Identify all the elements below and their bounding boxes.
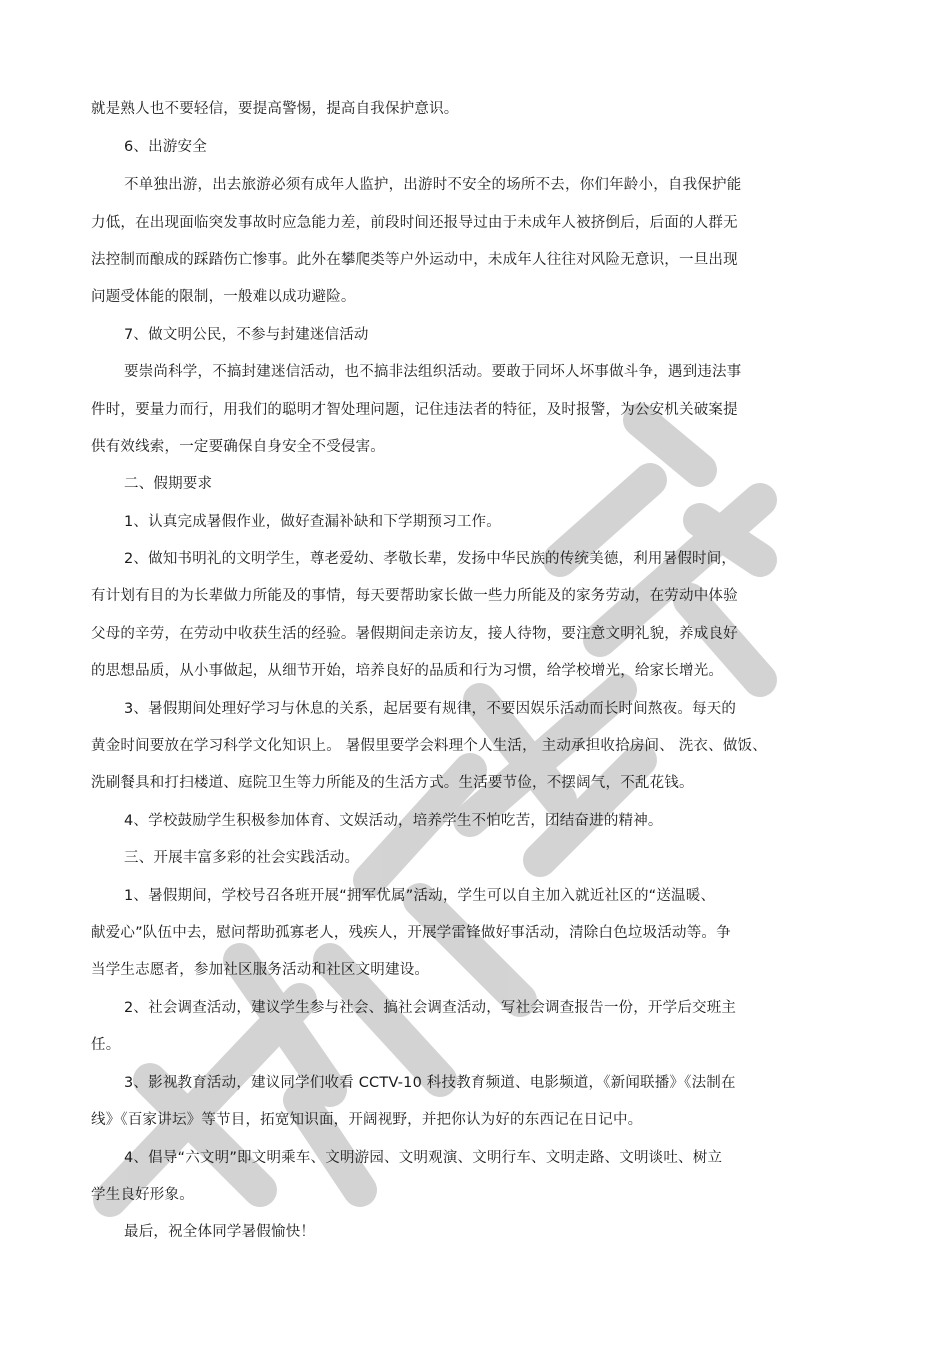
text-line: 不单独出游，出去旅游必须有成年人监护，出游时不安全的场所不去，你们年龄小，自我保护能 (124, 177, 742, 193)
text-line: 就是熟人也不要轻信，要提高警惕，提高自我保护意识。 (91, 101, 459, 117)
text-line: 父母的辛劳，在劳动中收获生活的经验。暑假期间走亲访友，接人待物，要注意文明礼貌，养成良好 (91, 626, 738, 642)
text-line: 当学生志愿者，参加社区服务活动和社区文明建设。 (91, 962, 430, 978)
text-line: 3、暑假期间处理好学习与休息的关系，起居要有规律，不要因娱乐活动而长时间熬夜。每天的 (124, 701, 737, 717)
text-line: 有计划有目的为长辈做力所能及的事情，每天要帮助家长做一些力所能及的家务劳动，在劳动中体验 (91, 588, 738, 604)
closing-line: 最后，祝全体同学暑假愉快！ (124, 1224, 316, 1240)
text-line: 要崇尚科学，不搞封建迷信活动，也不搞非法组织活动。要敢于同坏人坏事做斗争，遇到违法事 (124, 364, 742, 380)
text-line: 黄金时间要放在学习科学文化知识上。 暑假里要学会料理个人生活， 主动承担收拾房间、 洗衣、做饭、 (91, 738, 767, 754)
text-line: 供有效线索，一定要确保自身安全不受侵害。 (91, 439, 385, 455)
section-heading: 三、开展丰富多彩的社会实践活动。 (124, 850, 360, 866)
text-line: 2、社会调查活动，建议学生参与社会、搞社会调查活动，写社会调查报告一份，开学后交班主 (124, 1000, 737, 1016)
text-line: 1、暑假期间，学校号召各班开展“拥军优属”活动，学生可以自主加入就近社区的“送温暖、 (124, 888, 716, 904)
text-line: 2、做知书明礼的文明学生，尊老爱幼、孝敬长辈，发扬中华民族的传统美德，利用暑假时间， (124, 551, 737, 567)
section-heading: 7、做文明公民，不参与封建迷信活动 (124, 327, 369, 343)
section-heading: 6、出游安全 (124, 139, 207, 155)
text-line: 4、学校鼓励学生积极参加体育、文娱活动，培养学生不怕吃苦，团结奋进的精神。 (124, 813, 663, 829)
text-line: 3、影视教育活动，建议同学们收看 CCTV-10 科技教育频道、电影频道，《新闻联播》《法制在 (124, 1075, 736, 1091)
text-line: 学生良好形象。 (91, 1187, 194, 1203)
text-line: 的思想品质，从小事做起，从细节开始，培养良好的品质和行为习惯，给学校增光，给家长增光。 (91, 663, 724, 679)
text-line: 1、认真完成暑假作业，做好查漏补缺和下学期预习工作。 (124, 514, 501, 530)
text-line: 洗刷餐具和打扫楼道、庭院卫生等力所能及的生活方式。生活要节俭，不摆阔气，不乱花钱。 (91, 775, 694, 791)
text-line: 力低，在出现面临突发事故时应急能力差，前段时间还报导过由于未成年人被挤倒后，后面的人群无 (91, 215, 738, 231)
text-line: 献爱心”队伍中去，慰问帮助孤寡老人，残疾人，开展学雷锋做好事活动，清除白色垃圾活动等。争 (91, 925, 731, 941)
text-line: 4、倡导“六文明”即文明乘车、文明游园、文明观演、文明行车、文明走路、文明谈吐、树立 (124, 1150, 723, 1166)
section-heading: 二、假期要求 (124, 476, 213, 492)
text-line: 任。 (91, 1037, 121, 1053)
text-line: 问题受体能的限制，一般难以成功避险。 (91, 289, 356, 305)
text-line: 线》《百家讲坛》等节目，拓宽知识面，开阔视野，并把你认为好的东西记在日记中。 (91, 1112, 643, 1128)
text-line: 法控制而酿成的踩踏伤亡惨事。此外在攀爬类等户外运动中，未成年人往往对风险无意识，一旦出现 (91, 252, 738, 268)
text-line: 件时，要量力而行，用我们的聪明才智处理问题，记住违法者的特征，及时报警，为公安机关破案提 (91, 402, 738, 418)
